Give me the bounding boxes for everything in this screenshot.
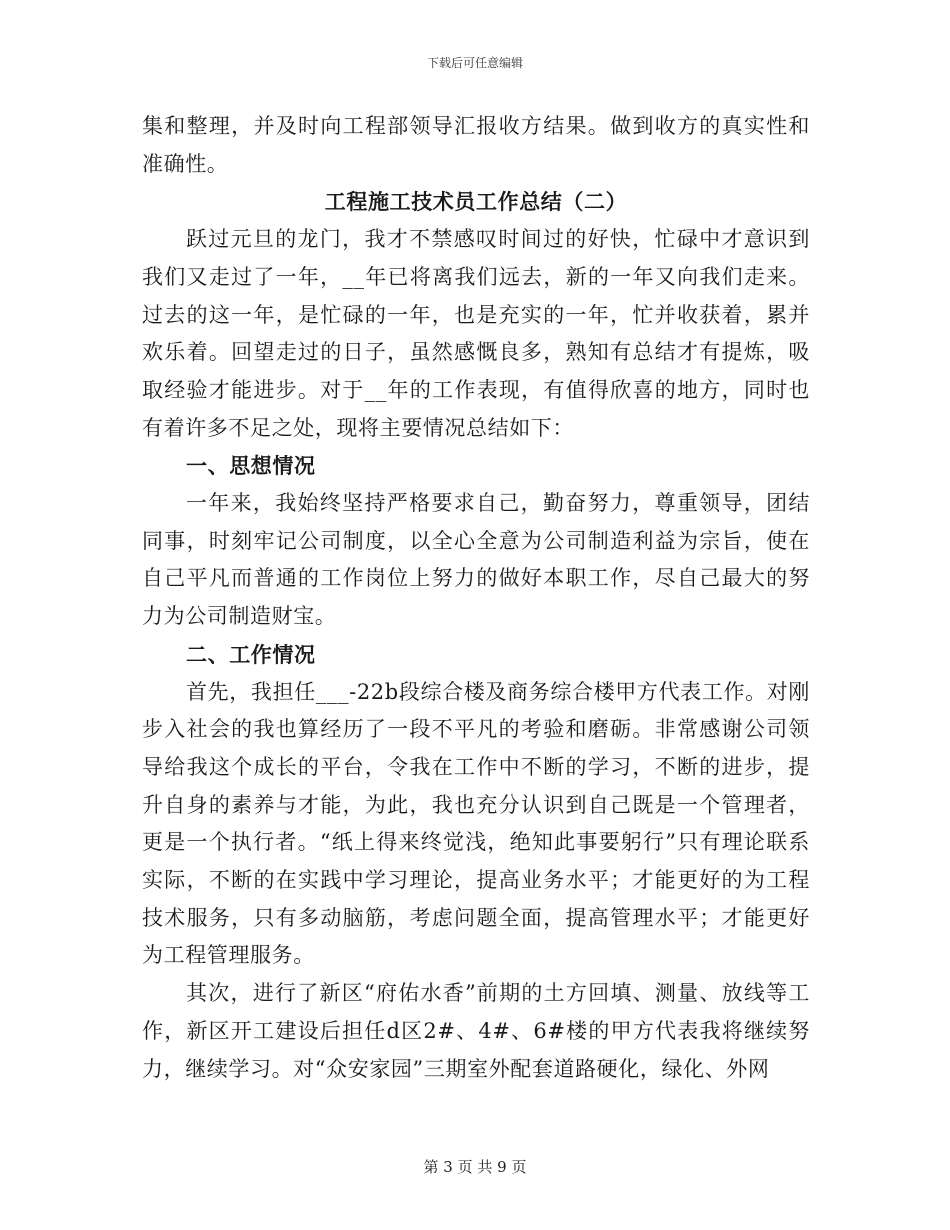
thoughts-paragraph: 一年来，我始终坚持严格要求自己，勤奋努力，尊重领导，团结同事，时刻牢记公司制度，以全心全意为公司制造利益为宗旨，使在自己平凡而普通的工作岗位上努力的做好本职工作，尽自己最大的努力为公司制造财宝。 <box>142 491 810 629</box>
continuation-paragraph: 集和整理，并及时向工程部领导汇报收方结果。做到收方的真实性和准确性。 <box>142 114 810 176</box>
work-paragraph-first: 首先，我担任___-22b段综合楼及商务综合楼甲方代表工作。对刚步入社会的我也算经历了一段不平凡的考验和磨砺。非常感谢公司领导给我这个成长的平台，令我在工作中不断的学习，不断的进步，提升自身的素养与才能，为此，我也充分认识到自己既是一个管理者，更是一个执行者。“纸上得来终觉浅，绝知此事要躬行”只有理论联系实际，不断的在实践中学习理论，提高业务水平；才能更好的为工程技术服务，只有多动脑筋，考虑问题全面，提高管理水平；才能更好为工程管理服务。 <box>142 679 810 968</box>
section-heading-work: 二、工作情况 <box>186 641 316 667</box>
page-header-note: 下载后可任意编辑 <box>426 56 523 70</box>
document-title: 工程施工技术员工作总结（二） <box>324 189 628 215</box>
section-heading-thoughts: 一、思想情况 <box>186 453 316 479</box>
intro-paragraph: 跃过元旦的龙门，我才不禁感叹时间过的好快，忙碌中才意识到我们又走过了一年，__年已将离我们远去，新的一年又向我们走来。过去的这一年，是忙碌的一年，也是充实的一年，忙并收获着，累并欢乐着。回望走过的日子，虽然感慨良多，熟知有总结才有提炼，吸取经验才能进步。对于__年的工作表现，有值得欣喜的地方，同时也有着许多不足之处，现将主要情况总结如下： <box>142 227 810 440</box>
work-paragraph-second: 其次，进行了新区“府佑水香”前期的土方回填、测量、放线等工作，新区开工建设后担任d区2#、4#、6#楼的甲方代表我将继续努力，继续学习。对“众安家园”三期室外配套道路硬化，绿化、外网 <box>142 981 810 1081</box>
document-body <box>142 108 810 1088</box>
page-number: 第 3 页 共 9 页 <box>423 1158 527 1176</box>
